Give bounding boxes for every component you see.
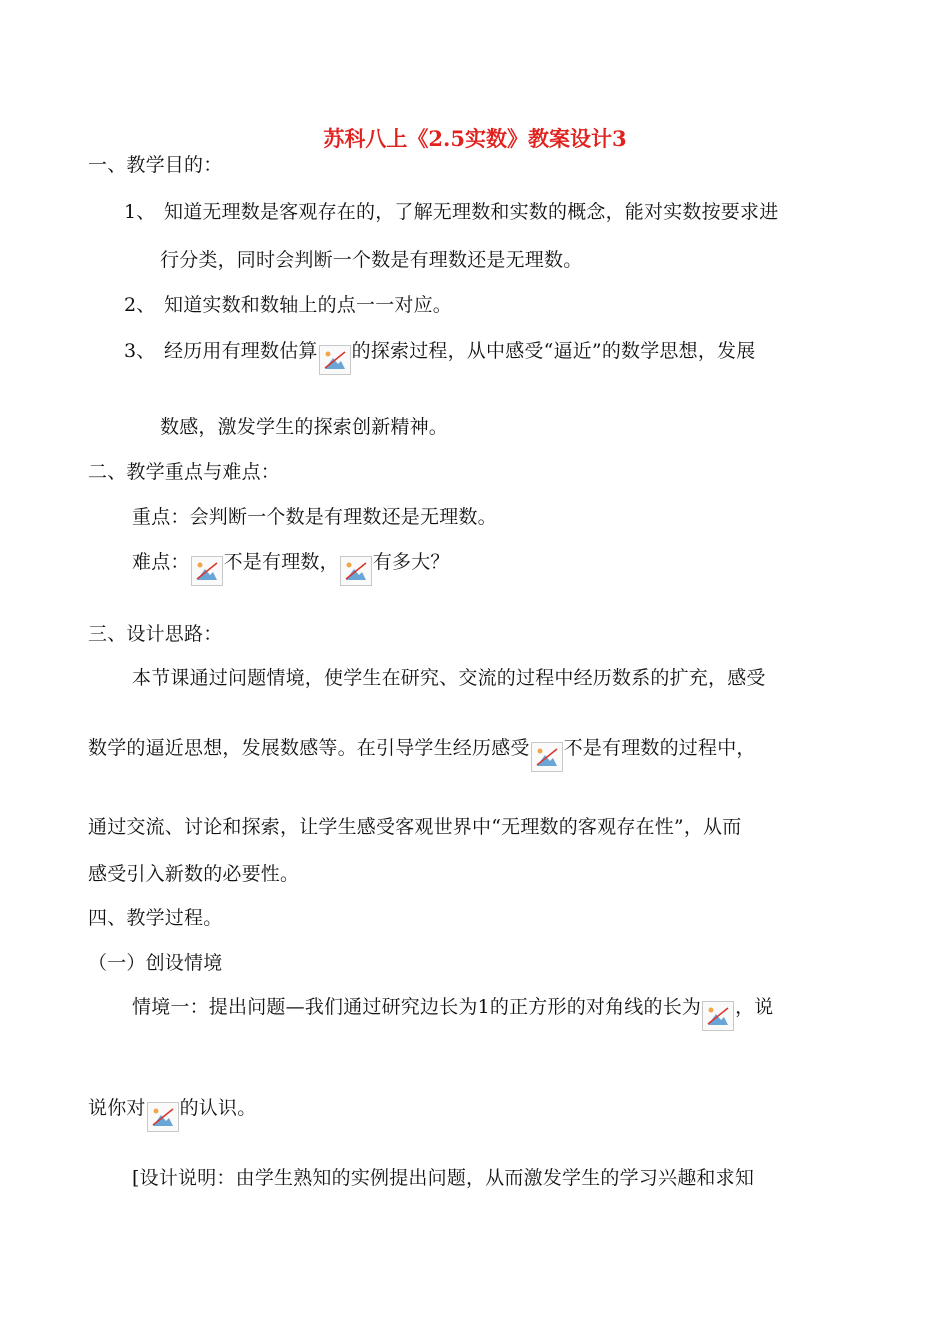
scenario-1-line-2 — [88, 1096, 256, 1132]
design-para-line-2 — [88, 736, 756, 772]
design-para-line-4: 感受引入新数的必要性。 — [88, 863, 300, 885]
scenario-1-text-b: ，说 — [735, 996, 774, 1018]
difficult-label: 难点： — [132, 551, 190, 573]
broken-image-icon — [340, 556, 372, 586]
design-para-line-3: 通过交流、讨论和探索，让学生感受客观世界中“无理数的客观存在性”，从而 — [88, 816, 742, 838]
document-title: 苏科八上《2.5实数》教案设计3 — [323, 126, 627, 151]
broken-image-icon — [702, 1001, 734, 1031]
difficult-text-c: 有多大？ — [372, 551, 450, 573]
objective-3-line-1 — [124, 339, 755, 375]
design-note: [设计说明：由学生熟知的实例提出问题，从而激发学生的学习兴趣和求知 — [132, 1167, 755, 1189]
objective-1-text-a: 知道无理数是客观存在的，了解无理数和实数的概念，能对实数按要求进 — [164, 201, 779, 223]
objective-1-number: 1、 — [124, 201, 156, 223]
key-point: 重点：会判断一个数是有理数还是无理数。 — [132, 506, 497, 528]
scenario-1-text-a: 情境一：提出问题—我们通过研究边长为1的正方形的对角线的长为 — [132, 996, 702, 1018]
scenario-1-line-1 — [132, 995, 774, 1031]
broken-image-icon — [319, 345, 351, 375]
difficult-point — [132, 550, 450, 586]
objective-3-text-a2: 的探索过程，从中感受“逼近”的数学思想，发展 — [351, 340, 756, 362]
design-text-2b: 不是有理数的过程中， — [563, 737, 756, 759]
objective-3-line-2: 数感，激发学生的探索创新精神。 — [160, 416, 449, 438]
broken-image-icon — [191, 556, 223, 586]
difficult-text-b: 不是有理数， — [223, 551, 339, 573]
section-2-heading: 二、教学重点与难点： — [88, 461, 281, 483]
objective-3-number: 3、 — [124, 340, 156, 362]
design-text-2a: 数学的逼近思想，发展数感等。在引导学生经历感受 — [88, 737, 530, 759]
section-1-heading: 一、教学目的： — [88, 154, 223, 176]
objective-2 — [124, 293, 452, 317]
objective-2-text: 知道实数和数轴上的点一一对应。 — [164, 294, 453, 316]
section-3-heading: 三、设计思路： — [88, 623, 223, 645]
scenario-2-text-b: 的认识。 — [179, 1097, 257, 1119]
objective-1-line-2: 行分类，同时会判断一个数是有理数还是无理数。 — [160, 249, 583, 271]
broken-image-icon — [147, 1102, 179, 1132]
objective-1-line-1 — [124, 200, 778, 224]
subsection-1-heading: （一）创设情境 — [88, 952, 223, 974]
section-4-heading: 四、教学过程。 — [88, 907, 223, 929]
objective-3-text-a1: 经历用有理数估算 — [164, 340, 318, 362]
objective-2-number: 2、 — [124, 294, 156, 316]
design-para-line-1: 本节课通过问题情境，使学生在研究、交流的过程中经历数系的扩充，感受 — [132, 667, 766, 689]
broken-image-icon — [531, 742, 563, 772]
scenario-2-text-a: 说你对 — [88, 1097, 146, 1119]
